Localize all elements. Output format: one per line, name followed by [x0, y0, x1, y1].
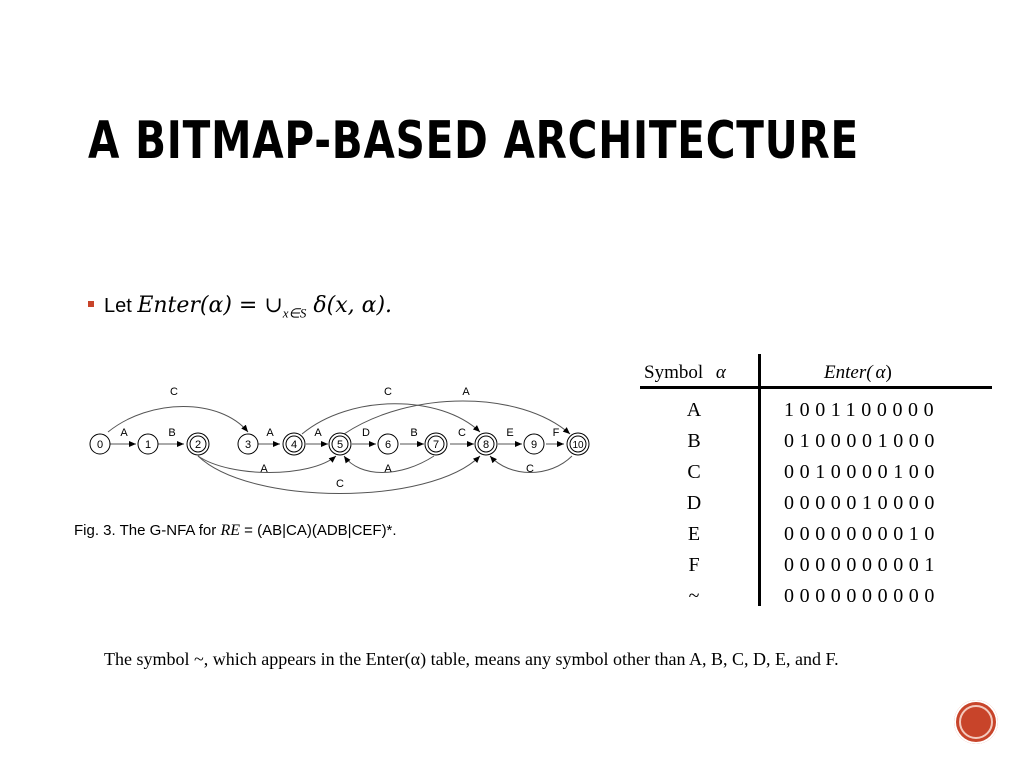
svg-text:0: 0 [96, 439, 104, 451]
bullet-lead: Let [104, 295, 132, 317]
header-enter [758, 362, 992, 384]
svg-text:8: 8 [482, 439, 490, 451]
table-row [640, 581, 992, 612]
formula-subscript: x∈S [282, 305, 307, 321]
table-row [640, 395, 992, 426]
row-symbol: B [687, 430, 701, 452]
row-bits: 0000010000 [784, 492, 940, 514]
edge-label: B [168, 427, 176, 439]
svg-text:4: 4 [290, 439, 298, 451]
bullet-item [88, 292, 392, 321]
svg-text:3: 3 [244, 439, 252, 451]
row-bits: 0100001000 [784, 430, 940, 452]
svg-text:6: 6 [384, 439, 392, 451]
edge-label: A [260, 463, 268, 475]
row-symbol: ~ [688, 585, 700, 607]
footnote-text: The symbol ~, which appears in the Enter(α) table, means any symbol other than A, B, C, D, E, and F. [104, 649, 839, 669]
table-row [640, 519, 992, 550]
header-symbol [640, 362, 758, 384]
state-1 [138, 434, 158, 454]
row-bits: 0000000001 [784, 554, 940, 576]
next-slide-button[interactable] [954, 700, 998, 744]
caption-prefix: Fig. 3. The G-NFA for [74, 522, 221, 539]
edge-label: A [462, 386, 470, 398]
state-2 [187, 433, 209, 455]
table-divider [758, 354, 761, 606]
formula-lhs: Enter(α) = ∪ [137, 293, 283, 318]
table-row [640, 457, 992, 488]
table-row [640, 488, 992, 519]
svg-text:10: 10 [572, 440, 584, 451]
table-header [640, 352, 992, 389]
header-enter-label: Enter( [824, 362, 873, 383]
row-bits: 0000000000 [784, 585, 940, 607]
slide-title: A BITMAP-BASED ARCHITECTURE [88, 111, 859, 171]
state-9 [524, 434, 544, 454]
state-7 [425, 433, 447, 455]
header-enter-close: ) [885, 362, 892, 383]
edge-label: C [336, 478, 344, 490]
edge-label: F [552, 427, 560, 439]
edge-label: C [384, 386, 392, 398]
state-4 [283, 433, 305, 455]
edge-label: A [266, 427, 274, 439]
caption-expression: = (AB|CA)(ADB|CEF)*. [240, 522, 397, 539]
table-row [640, 426, 992, 457]
edge-label: A [314, 427, 322, 439]
svg-text:9: 9 [530, 439, 538, 451]
edge-label: E [506, 427, 514, 439]
row-symbol: F [688, 554, 700, 576]
edge-label: A [120, 427, 128, 439]
state-10 [567, 433, 589, 455]
row-bits: 0010000100 [784, 461, 940, 483]
edge-label: A [384, 463, 392, 475]
state-6 [378, 434, 398, 454]
header-symbol-label: Symbol [644, 362, 704, 383]
row-bits: 0000000010 [784, 523, 940, 545]
caption-re: RE [220, 522, 240, 539]
header-symbol-alpha: α [715, 362, 726, 383]
row-symbol: A [686, 399, 702, 421]
row-bits: 1001100000 [784, 399, 940, 421]
header-enter-alpha: α [875, 362, 886, 383]
row-symbol: D [686, 492, 702, 514]
state-8 [475, 433, 497, 455]
svg-text:2: 2 [194, 439, 202, 451]
gnfa-diagram [80, 378, 600, 508]
figure-caption [74, 522, 397, 540]
svg-text:5: 5 [336, 439, 344, 451]
edge-label: C [170, 386, 178, 398]
state-0 [90, 434, 110, 454]
edge-label: D [362, 427, 370, 439]
svg-text:1: 1 [144, 439, 152, 451]
enter-table [640, 352, 992, 612]
edge-label: C [458, 427, 466, 439]
table-body [640, 389, 992, 612]
row-symbol: E [687, 523, 701, 545]
bullet-marker-icon [88, 301, 94, 307]
svg-text:7: 7 [432, 439, 440, 451]
edge-label: C [526, 463, 534, 475]
edge-label: B [410, 427, 418, 439]
row-symbol: C [687, 461, 701, 483]
state-5 [329, 433, 351, 455]
formula-rhs: δ(x, α). [306, 293, 393, 318]
circle-next-icon [959, 705, 993, 739]
state-3 [238, 434, 258, 454]
table-row [640, 550, 992, 581]
